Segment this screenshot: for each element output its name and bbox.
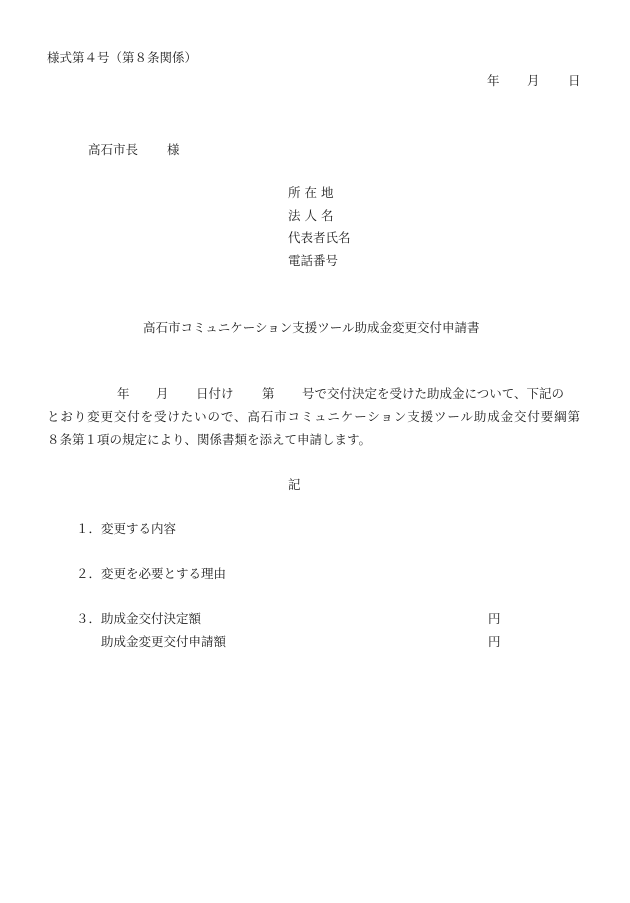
item-1-label: 変更する内容 bbox=[101, 521, 177, 536]
field-phone-number-label: 電話番号 bbox=[288, 253, 339, 268]
date-month-label: 月 bbox=[527, 73, 540, 88]
body-dated-label: 日付け bbox=[196, 386, 234, 401]
subitem-unit: 円 bbox=[488, 634, 501, 649]
body-blank-month-label: 月 bbox=[156, 386, 169, 401]
subitem-label: 助成金変更交付申請額 bbox=[101, 634, 227, 649]
form-number: 様式第４号（第８条関係） bbox=[47, 50, 198, 65]
item-1-number: １． bbox=[76, 521, 102, 536]
item-2-label: 変更を必要とする理由 bbox=[101, 566, 227, 581]
item-3-unit: 円 bbox=[488, 611, 501, 626]
note-heading: 記 bbox=[288, 477, 301, 492]
item-3-label: 助成金交付決定額 bbox=[101, 611, 202, 626]
body-line-3: ８条第１項の規定により、関係書類を添えて申請します。 bbox=[47, 432, 372, 447]
item-2-number: ２． bbox=[76, 566, 102, 581]
addressee-name: 高石市長 bbox=[88, 142, 139, 157]
field-representative-name-label: 代表者氏名 bbox=[288, 230, 351, 245]
field-corporation-name-label: 法 人 名 bbox=[288, 208, 334, 223]
date-day-label: 日 bbox=[568, 73, 581, 88]
addressee-honorific: 様 bbox=[167, 142, 180, 157]
body-number-suffix-text: 号で交付決定を受けた助成金について、下記の bbox=[302, 386, 565, 401]
item-3-number: ３． bbox=[76, 611, 102, 626]
body-number-prefix: 第 bbox=[262, 386, 275, 401]
body-blank-year-label: 年 bbox=[117, 386, 130, 401]
field-address-label: 所 在 地 bbox=[288, 185, 334, 200]
document-title: 高石市コミュニケーション支援ツール助成金変更交付申請書 bbox=[143, 320, 480, 335]
date-year-label: 年 bbox=[487, 73, 500, 88]
body-line-2: とおり変更交付を受けたいので、高石市コミュニケーション支援ツール助成金交付要綱第 bbox=[47, 409, 580, 424]
